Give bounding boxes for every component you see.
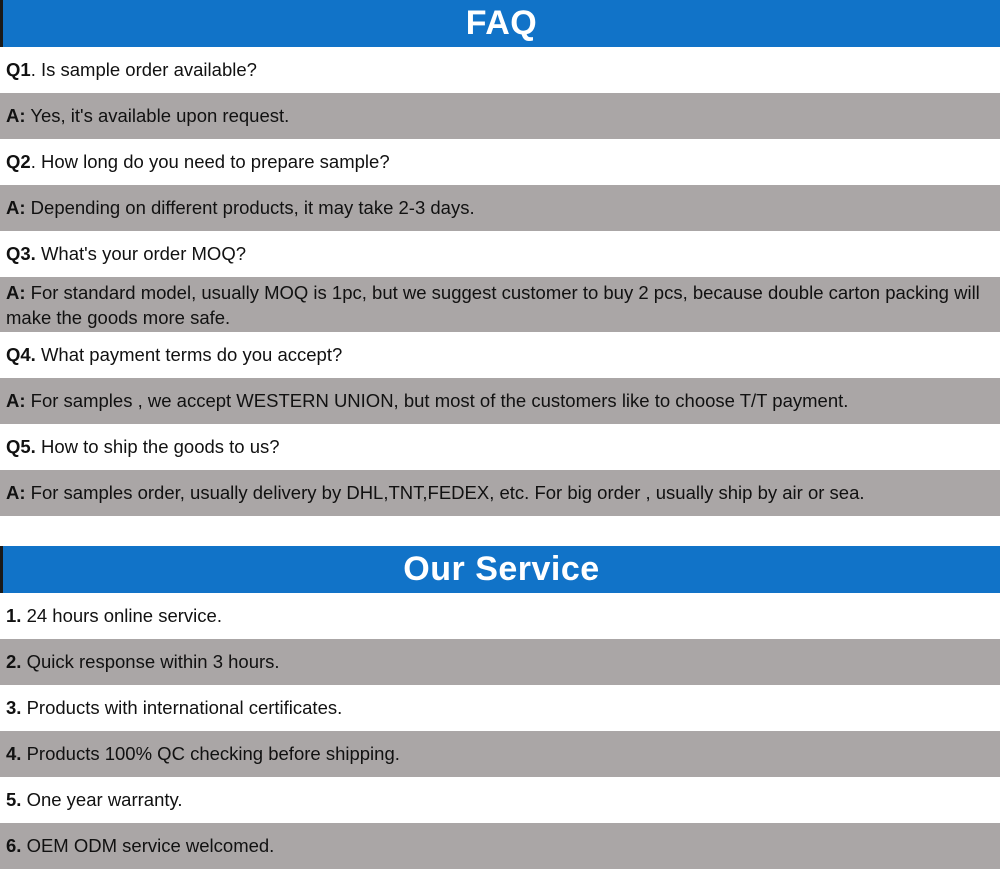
answer-text: For samples , we accept WESTERN UNION, but most of the customers like to choose T/T payment.	[25, 390, 849, 411]
service-number: 1.	[6, 605, 22, 626]
service-text: Quick response within 3 hours.	[21, 651, 280, 672]
service-section	[0, 546, 1000, 869]
faq-question-2	[0, 139, 1000, 185]
question-label: Q5.	[6, 436, 36, 457]
answer-label: A:	[6, 482, 26, 503]
question-text: What's your order MOQ?	[35, 243, 247, 264]
faq-answer-5	[0, 470, 1000, 516]
answer-text: For samples order, usually delivery by DHL,TNT,FEDEX, etc. For big order , usually ship by air or sea.	[25, 482, 865, 503]
faq-answer-2	[0, 185, 1000, 231]
service-text: Products 100% QC checking before shipping.	[21, 743, 400, 764]
faq-question-3	[0, 231, 1000, 277]
question-label: Q2	[6, 151, 31, 172]
answer-text: Yes, it's available upon request.	[25, 105, 290, 126]
faq-answer-1	[0, 93, 1000, 139]
faq-title: FAQ	[465, 4, 538, 42]
section-divider	[0, 516, 1000, 546]
service-item-2	[0, 639, 1000, 685]
question-label: Q3.	[6, 243, 36, 264]
question-label: Q4.	[6, 344, 36, 365]
question-text: What payment terms do you accept?	[35, 344, 343, 365]
service-text: 24 hours online service.	[21, 605, 222, 626]
service-item-6	[0, 823, 1000, 869]
service-title: Our Service	[403, 550, 600, 588]
service-text: OEM ODM service welcomed.	[21, 835, 275, 856]
service-text: One year warranty.	[21, 789, 183, 810]
service-item-1	[0, 593, 1000, 639]
service-number: 6.	[6, 835, 22, 856]
service-text: Products with international certificates.	[21, 697, 343, 718]
faq-question-1	[0, 47, 1000, 93]
faq-answer-3	[0, 277, 1000, 332]
service-item-3	[0, 685, 1000, 731]
service-number: 5.	[6, 789, 22, 810]
faq-question-4	[0, 332, 1000, 378]
answer-label: A:	[6, 390, 26, 411]
service-item-5	[0, 777, 1000, 823]
service-number: 4.	[6, 743, 22, 764]
answer-label: A:	[6, 197, 26, 218]
faq-header	[0, 0, 1000, 47]
question-text: . Is sample order available?	[30, 59, 257, 80]
faq-answer-4	[0, 378, 1000, 424]
question-text: . How long do you need to prepare sample?	[30, 151, 390, 172]
answer-text: For standard model, usually MOQ is 1pc, but we suggest customer to buy 2 pcs, because double carton packing will make the goods more safe.	[6, 282, 980, 328]
service-number: 3.	[6, 697, 22, 718]
service-item-4	[0, 731, 1000, 777]
answer-label: A:	[6, 282, 26, 303]
answer-label: A:	[6, 105, 26, 126]
question-text: How to ship the goods to us?	[35, 436, 280, 457]
faq-question-5	[0, 424, 1000, 470]
answer-text: Depending on different products, it may take 2-3 days.	[25, 197, 475, 218]
question-label: Q1	[6, 59, 31, 80]
service-number: 2.	[6, 651, 22, 672]
service-header	[0, 546, 1000, 593]
